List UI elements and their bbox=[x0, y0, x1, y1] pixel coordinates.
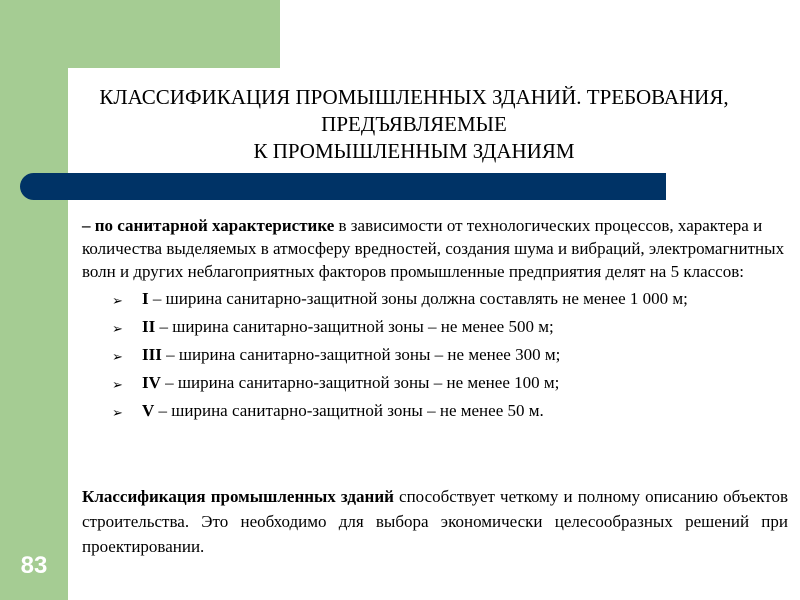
class-text: – ширина санитарно-защитной зоны – не менее 500 м; bbox=[155, 317, 554, 336]
class-label: IV bbox=[142, 373, 161, 392]
summary-text: способствует четкому и полному описанию объектов строительства. Это необходимо для выбора экономически целесообразных решений при проектировании. bbox=[82, 487, 788, 556]
class-label: V bbox=[142, 401, 155, 420]
intro-bold: по санитарной характеристике bbox=[94, 216, 335, 235]
list-item bbox=[112, 399, 788, 422]
title-line-3: К ПРОМЫШЛЕННЫМ ЗДАНИЯМ bbox=[253, 139, 575, 163]
title-underline-bar bbox=[20, 173, 666, 200]
title-line-1: КЛАССИФИКАЦИЯ ПРОМЫШЛЕННЫХ ЗДАНИЙ. ТРЕБОВАНИЯ, bbox=[99, 85, 729, 109]
summary-bold: Классификация промышленных зданий bbox=[82, 487, 394, 506]
chevron-arrow-icon: ➢ bbox=[112, 405, 123, 420]
chevron-arrow-icon: ➢ bbox=[112, 377, 123, 392]
class-list bbox=[82, 287, 788, 422]
class-text: – ширина санитарно-защитной зоны – не менее 100 м; bbox=[160, 373, 560, 392]
class-label: I bbox=[142, 289, 149, 308]
class-text: – ширина санитарно-защитной зоны должна составлять не менее 1 000 м; bbox=[148, 289, 688, 308]
list-item bbox=[112, 371, 788, 394]
class-label: II bbox=[142, 317, 156, 336]
left-green-strip bbox=[0, 0, 68, 600]
title-line-2: ПРЕДЪЯВЛЯЕМЫЕ bbox=[321, 112, 507, 136]
chevron-arrow-icon: ➢ bbox=[112, 349, 123, 364]
top-green-block bbox=[0, 0, 280, 68]
list-item bbox=[112, 343, 788, 366]
class-label: III bbox=[142, 345, 162, 364]
class-text: – ширина санитарно-защитной зоны – не менее 50 м. bbox=[154, 401, 544, 420]
class-text: – ширина санитарно-защитной зоны – не менее 300 м; bbox=[161, 345, 561, 364]
summary-paragraph bbox=[82, 484, 788, 559]
intro-text: в зависимости от технологических процессов, характера и количества выделяемых в атмосферу вредностей, создания шума и вибраций, электромагнитных волн и других неблагоприятных факторов промышленные предприятия делят на 5 классов: bbox=[82, 216, 785, 281]
intro-dash: – bbox=[82, 216, 95, 235]
page-number: 83 bbox=[20, 552, 48, 579]
list-item bbox=[112, 287, 788, 310]
chevron-arrow-icon: ➢ bbox=[112, 321, 123, 336]
slide-title bbox=[80, 84, 748, 165]
intro-paragraph bbox=[82, 214, 788, 283]
slide-body bbox=[82, 214, 788, 427]
chevron-arrow-icon: ➢ bbox=[112, 293, 123, 308]
list-item bbox=[112, 315, 788, 338]
